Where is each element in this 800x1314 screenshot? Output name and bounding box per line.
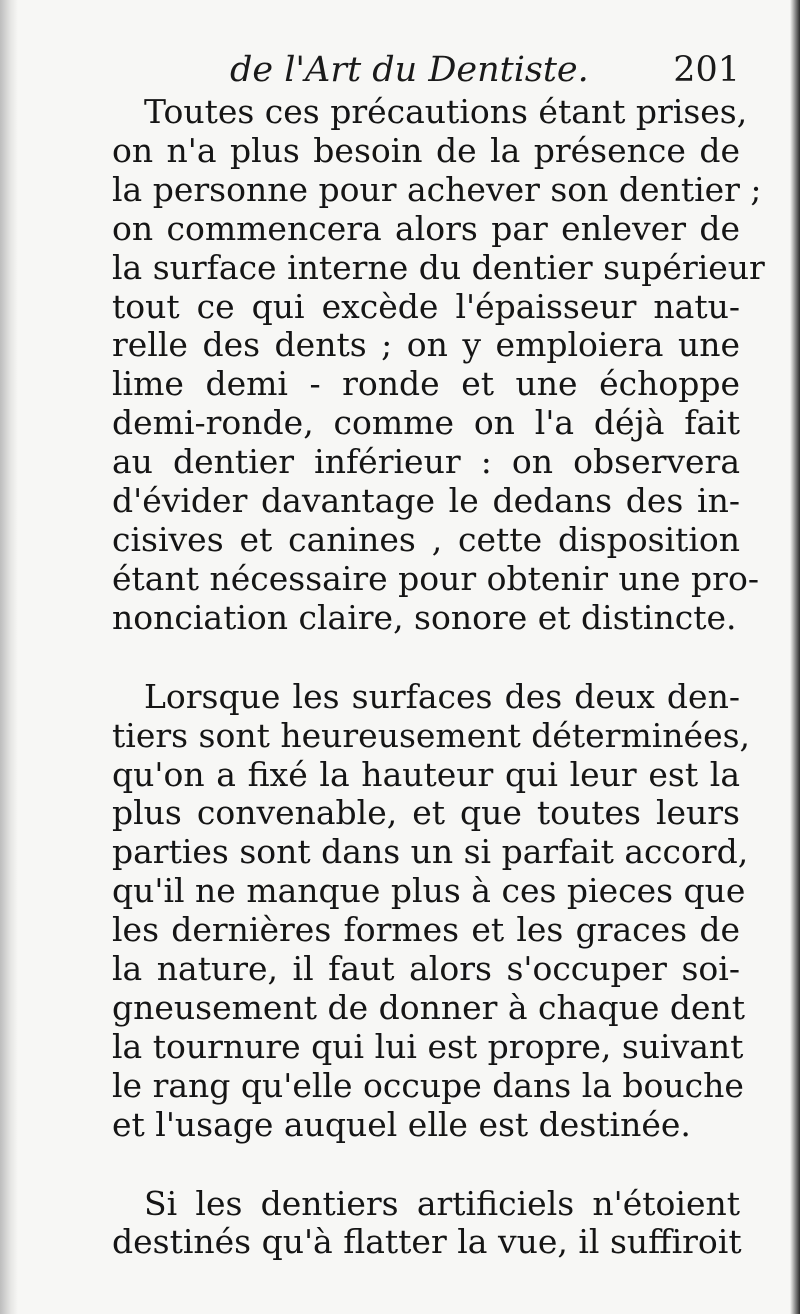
text-line: lime demi - ronde et une échoppe — [112, 364, 740, 404]
text-line: relle des dents ; on y emploiera une — [112, 325, 740, 365]
paragraph-gap — [112, 638, 740, 678]
text-line: Si les dentiers artificiels n'étoient — [144, 1183, 740, 1223]
text-line: Toutes ces précautions étant prises, — [144, 92, 748, 131]
text-line: étant nécessaire pour obtenir une pro- — [112, 558, 759, 598]
text-line: et l'usage auquel elle est destinée. — [112, 1104, 691, 1144]
body-text — [112, 92, 765, 1262]
text-line: on commencera alors par enlever de — [112, 208, 740, 248]
page-edge — [790, 0, 800, 1314]
text-line: au dentier inférieur : on observera — [112, 442, 740, 482]
paragraph-2 — [112, 676, 751, 1145]
page-header — [230, 50, 740, 98]
text-line: gneusement de donner à chaque dent — [112, 987, 746, 1027]
text-line: tiers sont heureusement déterminées, — [112, 715, 751, 755]
paragraph-1 — [112, 92, 765, 638]
text-line: la tournure qui lui est propre, suivant — [112, 1026, 744, 1066]
text-line: demi-ronde, comme on l'a déjà fait — [112, 403, 740, 443]
text-line: plus convenable, et que toutes leurs — [112, 793, 740, 833]
text-line: destinés qu'à flatter la vue, il suffiroit — [112, 1222, 742, 1262]
text-line: on n'a plus besoin de la présence de — [112, 130, 740, 170]
text-line: tout ce qui excède l'épaisseur natu- — [112, 286, 740, 326]
paragraph-3 — [112, 1185, 740, 1263]
text-line: la nature, il faut alors s'occuper soi- — [112, 949, 740, 989]
text-line: la personne pour achever son dentier ; — [112, 169, 762, 209]
text-line: d'évider davantage le dedans des in- — [112, 481, 740, 521]
text-line: qu'il ne manque plus à ces pieces que — [112, 871, 746, 911]
text-line: Lorsque les surfaces des deux den- — [144, 676, 740, 716]
text-line: nonciation claire, sonore et distincte. — [112, 597, 737, 637]
text-line: le rang qu'elle occupe dans la bouche — [112, 1065, 744, 1105]
running-title: de l'Art du Dentiste. — [230, 50, 589, 90]
text-line: la surface interne du dentier supérieur — [112, 247, 765, 287]
page-gutter-shadow — [0, 0, 18, 1314]
text-line: qu'on a fixé la hauteur qui leur est la — [112, 754, 740, 794]
text-line: cisives et canines , cette disposition — [112, 519, 740, 559]
text-line: parties sont dans un si parfait accord, — [112, 832, 749, 872]
text-line: les dernières formes et les graces de — [112, 910, 740, 950]
page-number: 201 — [673, 50, 740, 90]
paragraph-gap — [112, 1145, 740, 1185]
